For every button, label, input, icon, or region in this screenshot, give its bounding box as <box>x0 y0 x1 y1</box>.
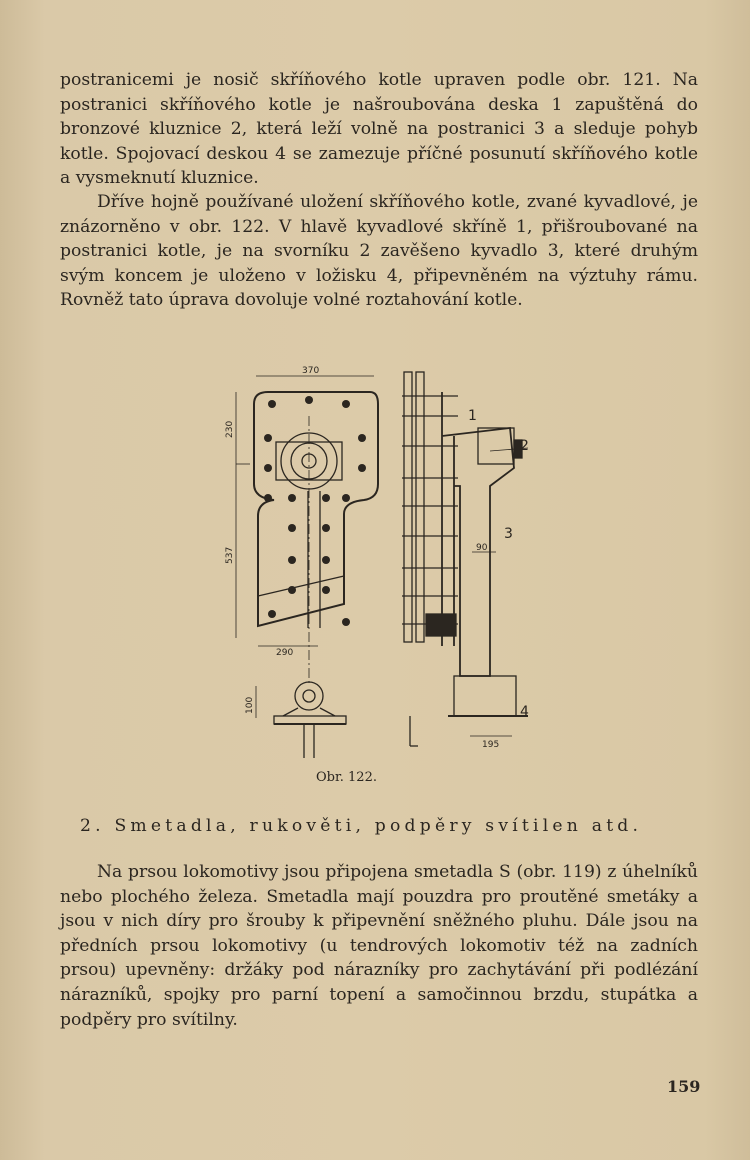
paragraph-1-text: postranicemi je nosič skříňového kotle upraven podle obr. 121. Na postranici skříňového kotle je našroubována deska 1 zapuštěná do bronzové kluznice 2, která leží volně na postranici 3 a sleduje pohyb kotle. Spojovací deskou 4 se zamezuje příčné posunutí skříňového kotle a vysmeknutí kluznice. <box>60 70 698 189</box>
figure-label-3: 3 <box>504 526 513 542</box>
dim-width-bottom: 290 <box>276 648 294 658</box>
dim-base-width: 195 <box>482 740 500 750</box>
dim-height-total: 537 <box>225 546 235 564</box>
section-heading: 2. Smetadla, rukověti, podpěry svítilen atd. <box>80 816 643 836</box>
dim-height-lug: 100 <box>245 696 255 714</box>
figure-label-1: 1 <box>468 408 477 424</box>
page-number: 159 <box>667 1077 701 1096</box>
paragraph-2 <box>60 190 698 313</box>
figure-label-4: 4 <box>520 704 529 720</box>
figure-122-drawing <box>225 356 529 768</box>
dim-width-top: 370 <box>302 366 320 376</box>
paragraph-3 <box>60 860 698 1032</box>
dim-height-upper: 230 <box>225 420 235 438</box>
dim-pendulum-width: 90 <box>476 543 488 553</box>
paragraph-2-text: Dříve hojně používané uložení skříňového kotle, zvané kyvadlové, je znázorněno v obr. 122. V hlavě kyvadlové skříně 1, přišroubované na postranici kotle, je na svorníku 2 zavěšeno kyvadlo 3, které druhým svým koncem je uloženo v ložisku 4, připevněném na výztuhy rámu. Rovněž tato úprava dovoluje volné roztahování kotle. <box>60 192 698 311</box>
figure-label-2: 2 <box>520 438 529 454</box>
paragraph-1 <box>60 68 698 191</box>
figure-caption: Obr. 122. <box>316 770 377 785</box>
paragraph-3-text: Na prsou lokomotivy jsou připojena smetadla S (obr. 119) z úhelníků nebo plochého železa. Smetadla mají pouzdra pro proutěné smetáky a jsou v nich díry pro šrouby k připevnění sněžného pluhu. Dále jsou na předních prsou lokomotivy (u tendrových lokomotiv též na zadních prsou) upevněny: držáky pod nárazníky pro zachytávání při podlézání nárazníků, spojky pro parní topení a samočinnou brzdu, stupátka a podpěry pro svítilny. <box>60 862 698 1030</box>
